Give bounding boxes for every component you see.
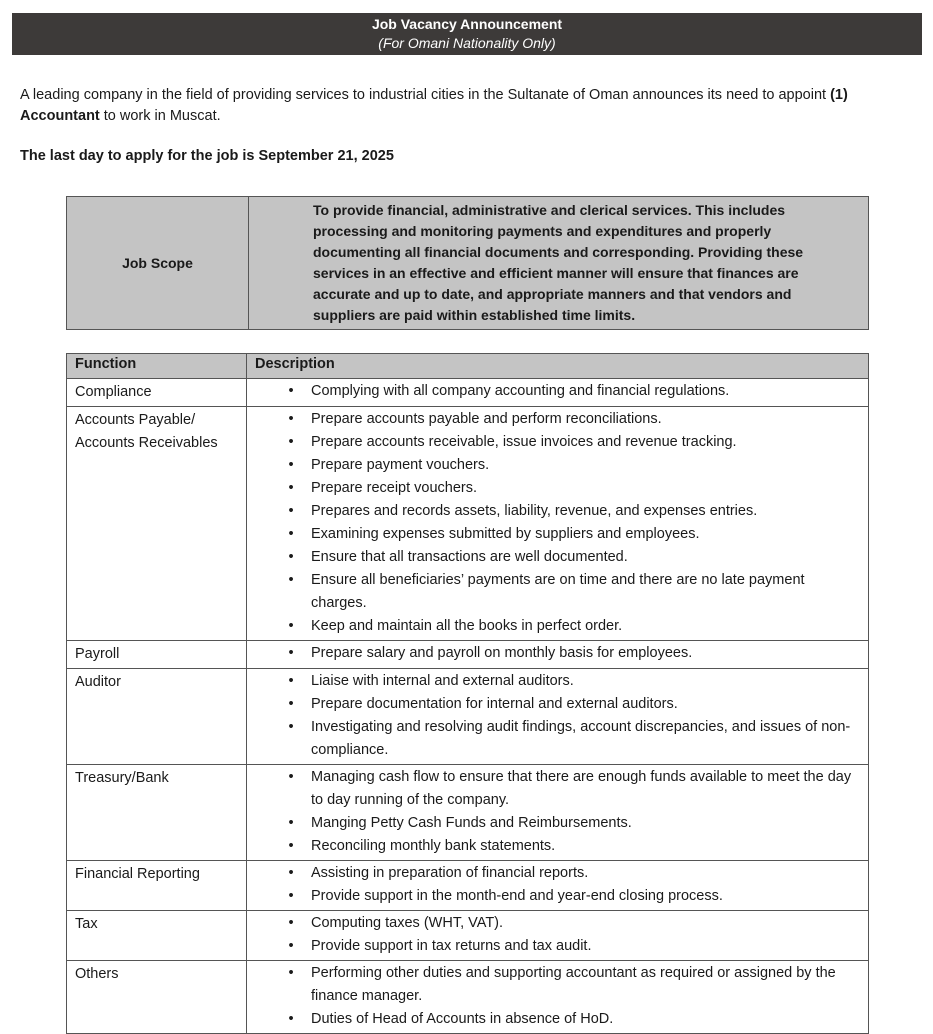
list-item [255, 408, 860, 431]
list-item-text: Liaise with internal and external auditors. [311, 673, 574, 689]
bullet-icon: • [288, 572, 294, 588]
list-item-text: Investigating and resolving audit findings, account discrepancies, and issues of non-compliance. [311, 719, 851, 758]
list-item [255, 766, 860, 812]
list-item [255, 862, 860, 885]
list-item-text: Duties of Head of Accounts in absence of HoD. [311, 1011, 614, 1027]
table-row [67, 407, 869, 641]
list-item [255, 812, 860, 835]
function-name: Auditor [67, 669, 247, 765]
list-item [255, 431, 860, 454]
list-item [255, 380, 860, 403]
list-item-text: Prepare accounts receivable, issue invoices and revenue tracking. [311, 434, 737, 450]
description-list [255, 962, 860, 1031]
list-item-text: Examining expenses submitted by suppliers and employees. [311, 526, 700, 542]
list-item [255, 523, 860, 546]
functions-table [66, 353, 869, 1034]
list-item-text: Assisting in preparation of financial reports. [311, 865, 589, 881]
table-row [67, 861, 869, 911]
table-row [67, 641, 869, 669]
bullet-icon: • [288, 526, 294, 542]
bullet-icon: • [288, 383, 294, 399]
list-item [255, 716, 860, 762]
list-item-text: Prepare payment vouchers. [311, 457, 490, 473]
job-scope-text: To provide financial, administrative and clerical services. This includes processing and monitoring payments and expenditures and properly documenting all financial documents and corresponding. Providing these services in an effective and efficient manner will ensure that finances are accurate and up to date, and appropriate manners and that vendors and suppliers are paid within established time limits. [249, 197, 869, 330]
description-list [255, 380, 860, 403]
bullet-icon: • [288, 769, 294, 785]
function-description [247, 765, 869, 861]
function-description [247, 669, 869, 765]
bullet-icon: • [288, 549, 294, 565]
bullet-icon: • [288, 965, 294, 981]
list-item [255, 912, 860, 935]
list-item-text: Provide support in tax returns and tax audit. [311, 938, 592, 954]
function-description [247, 641, 869, 669]
list-item-text: Prepare accounts payable and perform reconciliations. [311, 411, 662, 427]
list-item [255, 1008, 860, 1031]
list-item [255, 642, 860, 665]
function-name: Accounts Payable/ Accounts Receivables [67, 407, 247, 641]
table-row [67, 961, 869, 1034]
bullet-icon: • [288, 457, 294, 473]
bullet-icon: • [288, 838, 294, 854]
bullet-icon: • [288, 480, 294, 496]
description-list [255, 912, 860, 958]
list-item [255, 935, 860, 958]
list-item-text: Manging Petty Cash Funds and Reimbursements. [311, 815, 632, 831]
list-item [255, 615, 860, 638]
bullet-icon: • [288, 411, 294, 427]
function-description [247, 379, 869, 407]
bullet-icon: • [288, 938, 294, 954]
list-item [255, 835, 860, 858]
list-item-text: Prepare receipt vouchers. [311, 480, 478, 496]
bullet-icon: • [288, 503, 294, 519]
intro-text-before: A leading company in the field of providing services to industrial cities in the Sultanate of Oman announces its need to appoint [20, 87, 831, 103]
function-description [247, 861, 869, 911]
list-item-text: Performing other duties and supporting accountant as required or assigned by the finance manager. [311, 965, 836, 1004]
list-item [255, 962, 860, 1008]
list-item-text: Keep and maintain all the books in perfect order. [311, 618, 623, 634]
table-row [67, 379, 869, 407]
list-item [255, 670, 860, 693]
list-item [255, 885, 860, 908]
description-list [255, 408, 860, 638]
list-item [255, 477, 860, 500]
function-description [247, 961, 869, 1034]
list-item-text: Computing taxes (WHT, VAT). [311, 915, 504, 931]
list-item [255, 693, 860, 716]
bullet-icon: • [288, 645, 294, 661]
list-item-text: Prepares and records assets, liability, revenue, and expenses entries. [311, 503, 758, 519]
function-name: Compliance [67, 379, 247, 407]
bullet-icon: • [288, 696, 294, 712]
list-item [255, 546, 860, 569]
intro-position: (1) Accountant [20, 87, 848, 124]
job-scope-table [66, 196, 869, 330]
function-description [247, 911, 869, 961]
header-function: Function [67, 354, 247, 379]
function-name: Financial Reporting [67, 861, 247, 911]
bullet-icon: • [288, 673, 294, 689]
table-row [67, 669, 869, 765]
list-item-text: Prepare documentation for internal and external auditors. [311, 696, 678, 712]
bullet-icon: • [288, 865, 294, 881]
application-deadline: The last day to apply for the job is September 21, 2025 [20, 148, 394, 164]
functions-table-header [67, 354, 869, 379]
list-item [255, 569, 860, 615]
description-list [255, 766, 860, 858]
list-item [255, 454, 860, 477]
list-item-text: Managing cash flow to ensure that there are enough funds available to meet the day to day running of the company. [311, 769, 852, 808]
function-description [247, 407, 869, 641]
bullet-icon: • [288, 434, 294, 450]
list-item [255, 500, 860, 523]
description-list [255, 670, 860, 762]
list-item-text: Ensure all beneficiaries’ payments are on time and there are no late payment charges. [311, 572, 805, 611]
list-item-text: Prepare salary and payroll on monthly basis for employees. [311, 645, 693, 661]
table-row [67, 911, 869, 961]
function-name: Treasury/Bank [67, 765, 247, 861]
description-list [255, 862, 860, 908]
function-name: Others [67, 961, 247, 1034]
functions-table-body [67, 379, 869, 1034]
table-row [67, 765, 869, 861]
announcement-banner [12, 13, 922, 55]
description-list [255, 642, 860, 665]
banner-title: Job Vacancy Announcement [371, 16, 563, 32]
bullet-icon: • [288, 888, 294, 904]
header-description: Description [247, 354, 869, 379]
bullet-icon: • [288, 915, 294, 931]
job-scope-label: Job Scope [67, 197, 249, 330]
list-item-text: Provide support in the month-end and year-end closing process. [311, 888, 723, 904]
bullet-icon: • [288, 618, 294, 634]
intro-paragraph [20, 85, 920, 127]
banner-subtitle: (For Omani Nationality Only) [378, 35, 556, 51]
bullet-icon: • [288, 719, 294, 735]
list-item-text: Complying with all company accounting and financial regulations. [311, 383, 730, 399]
function-name: Payroll [67, 641, 247, 669]
list-item-text: Reconciling monthly bank statements. [311, 838, 556, 854]
function-name: Tax [67, 911, 247, 961]
intro-text-after: to work in Muscat. [99, 108, 221, 124]
bullet-icon: • [288, 1011, 294, 1027]
bullet-icon: • [288, 815, 294, 831]
list-item-text: Ensure that all transactions are well documented. [311, 549, 628, 565]
